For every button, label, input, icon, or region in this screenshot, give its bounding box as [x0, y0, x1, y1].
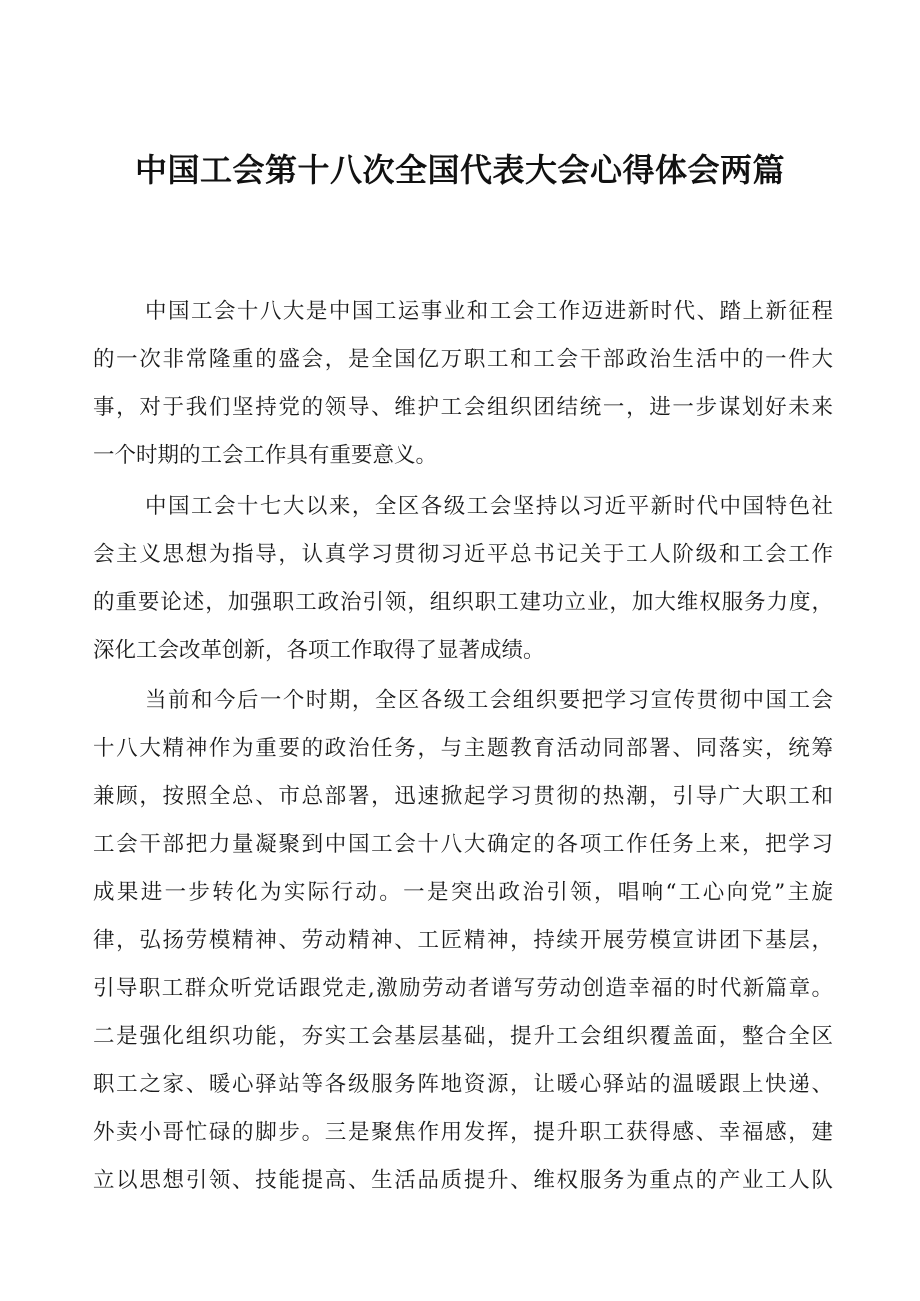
paragraph-2-line-4: 深化工会改革创新，各项工作取得了显著成绩。: [93, 638, 545, 663]
paragraph-3-line-11: 立以思想引领、技能提高、生活品质提升、维权服务为重点的产业工人队: [93, 1168, 833, 1193]
paragraph-3-line-6: 律，弘扬劳模精神、劳动精神、工匠精神，持续开展劳模宣讲团下基层，: [93, 928, 833, 953]
paragraph-3-line-4: 工会干部把力量凝聚到中国工会十八大确定的各项工作任务上来，把学习: [93, 832, 833, 857]
paragraph-3-line-1: 当前和今后一个时期，全区各级工会组织要把学习宣传贯彻中国工会: [145, 688, 833, 713]
paragraph-3-line-9: 职工之家、暖心驿站等各级服务阵地资源，让暖心驿站的温暖跟上快递、: [93, 1072, 833, 1097]
paragraph-1-line-1: 中国工会十八大是中国工运事业和工会工作迈进新时代、踏上新征程: [145, 299, 833, 324]
paragraph-2-line-2: 会主义思想为指导，认真学习贯彻习近平总书记关于工人阶级和工会工作: [93, 542, 833, 567]
paragraph-2-line-1: 中国工会十七大以来，全区各级工会坚持以习近平新时代中国特色社: [145, 494, 833, 519]
paragraph-3-line-10: 外卖小哥忙碌的脚步。三是聚焦作用发挥，提升职工获得感、幸福感，建: [93, 1120, 833, 1145]
paragraph-3-line-3: 兼顾，按照全总、市总部署，迅速掀起学习贯彻的热潮，引导广大职工和: [93, 784, 833, 809]
paragraph-3-line-8: 二是强化组织功能，夯实工会基层基础，提升工会组织覆盖面，整合全区: [93, 1024, 833, 1049]
paragraph-1-line-3: 事，对于我们坚持党的领导、维护工会组织团结统一，进一步谋划好未来: [93, 395, 833, 420]
paragraph-3-line-7: 引导职工群众听党话跟党走,激励劳动者谱写劳动创造幸福的时代新篇章。: [93, 976, 833, 1001]
document-title: 中国工会第十八次全国代表大会心得体会两篇: [134, 151, 785, 189]
paragraph-1-line-4: 一个时期的工会工作具有重要意义。: [93, 443, 438, 468]
paragraph-3-line-2: 十八大精神作为重要的政治任务，与主题教育活动同部署、同落实，统筹: [93, 736, 833, 761]
paragraph-2-line-3: 的重要论述，加强职工政治引领，组织职工建功立业，加大维权服务力度，: [93, 590, 833, 615]
paragraph-3-line-5: 成果进一步转化为实际行动。一是突出政治引领，唱响“工心向党”主旋: [93, 880, 833, 905]
paragraph-1-line-2: 的一次非常隆重的盛会，是全国亿万职工和工会干部政治生活中的一件大: [93, 347, 833, 372]
